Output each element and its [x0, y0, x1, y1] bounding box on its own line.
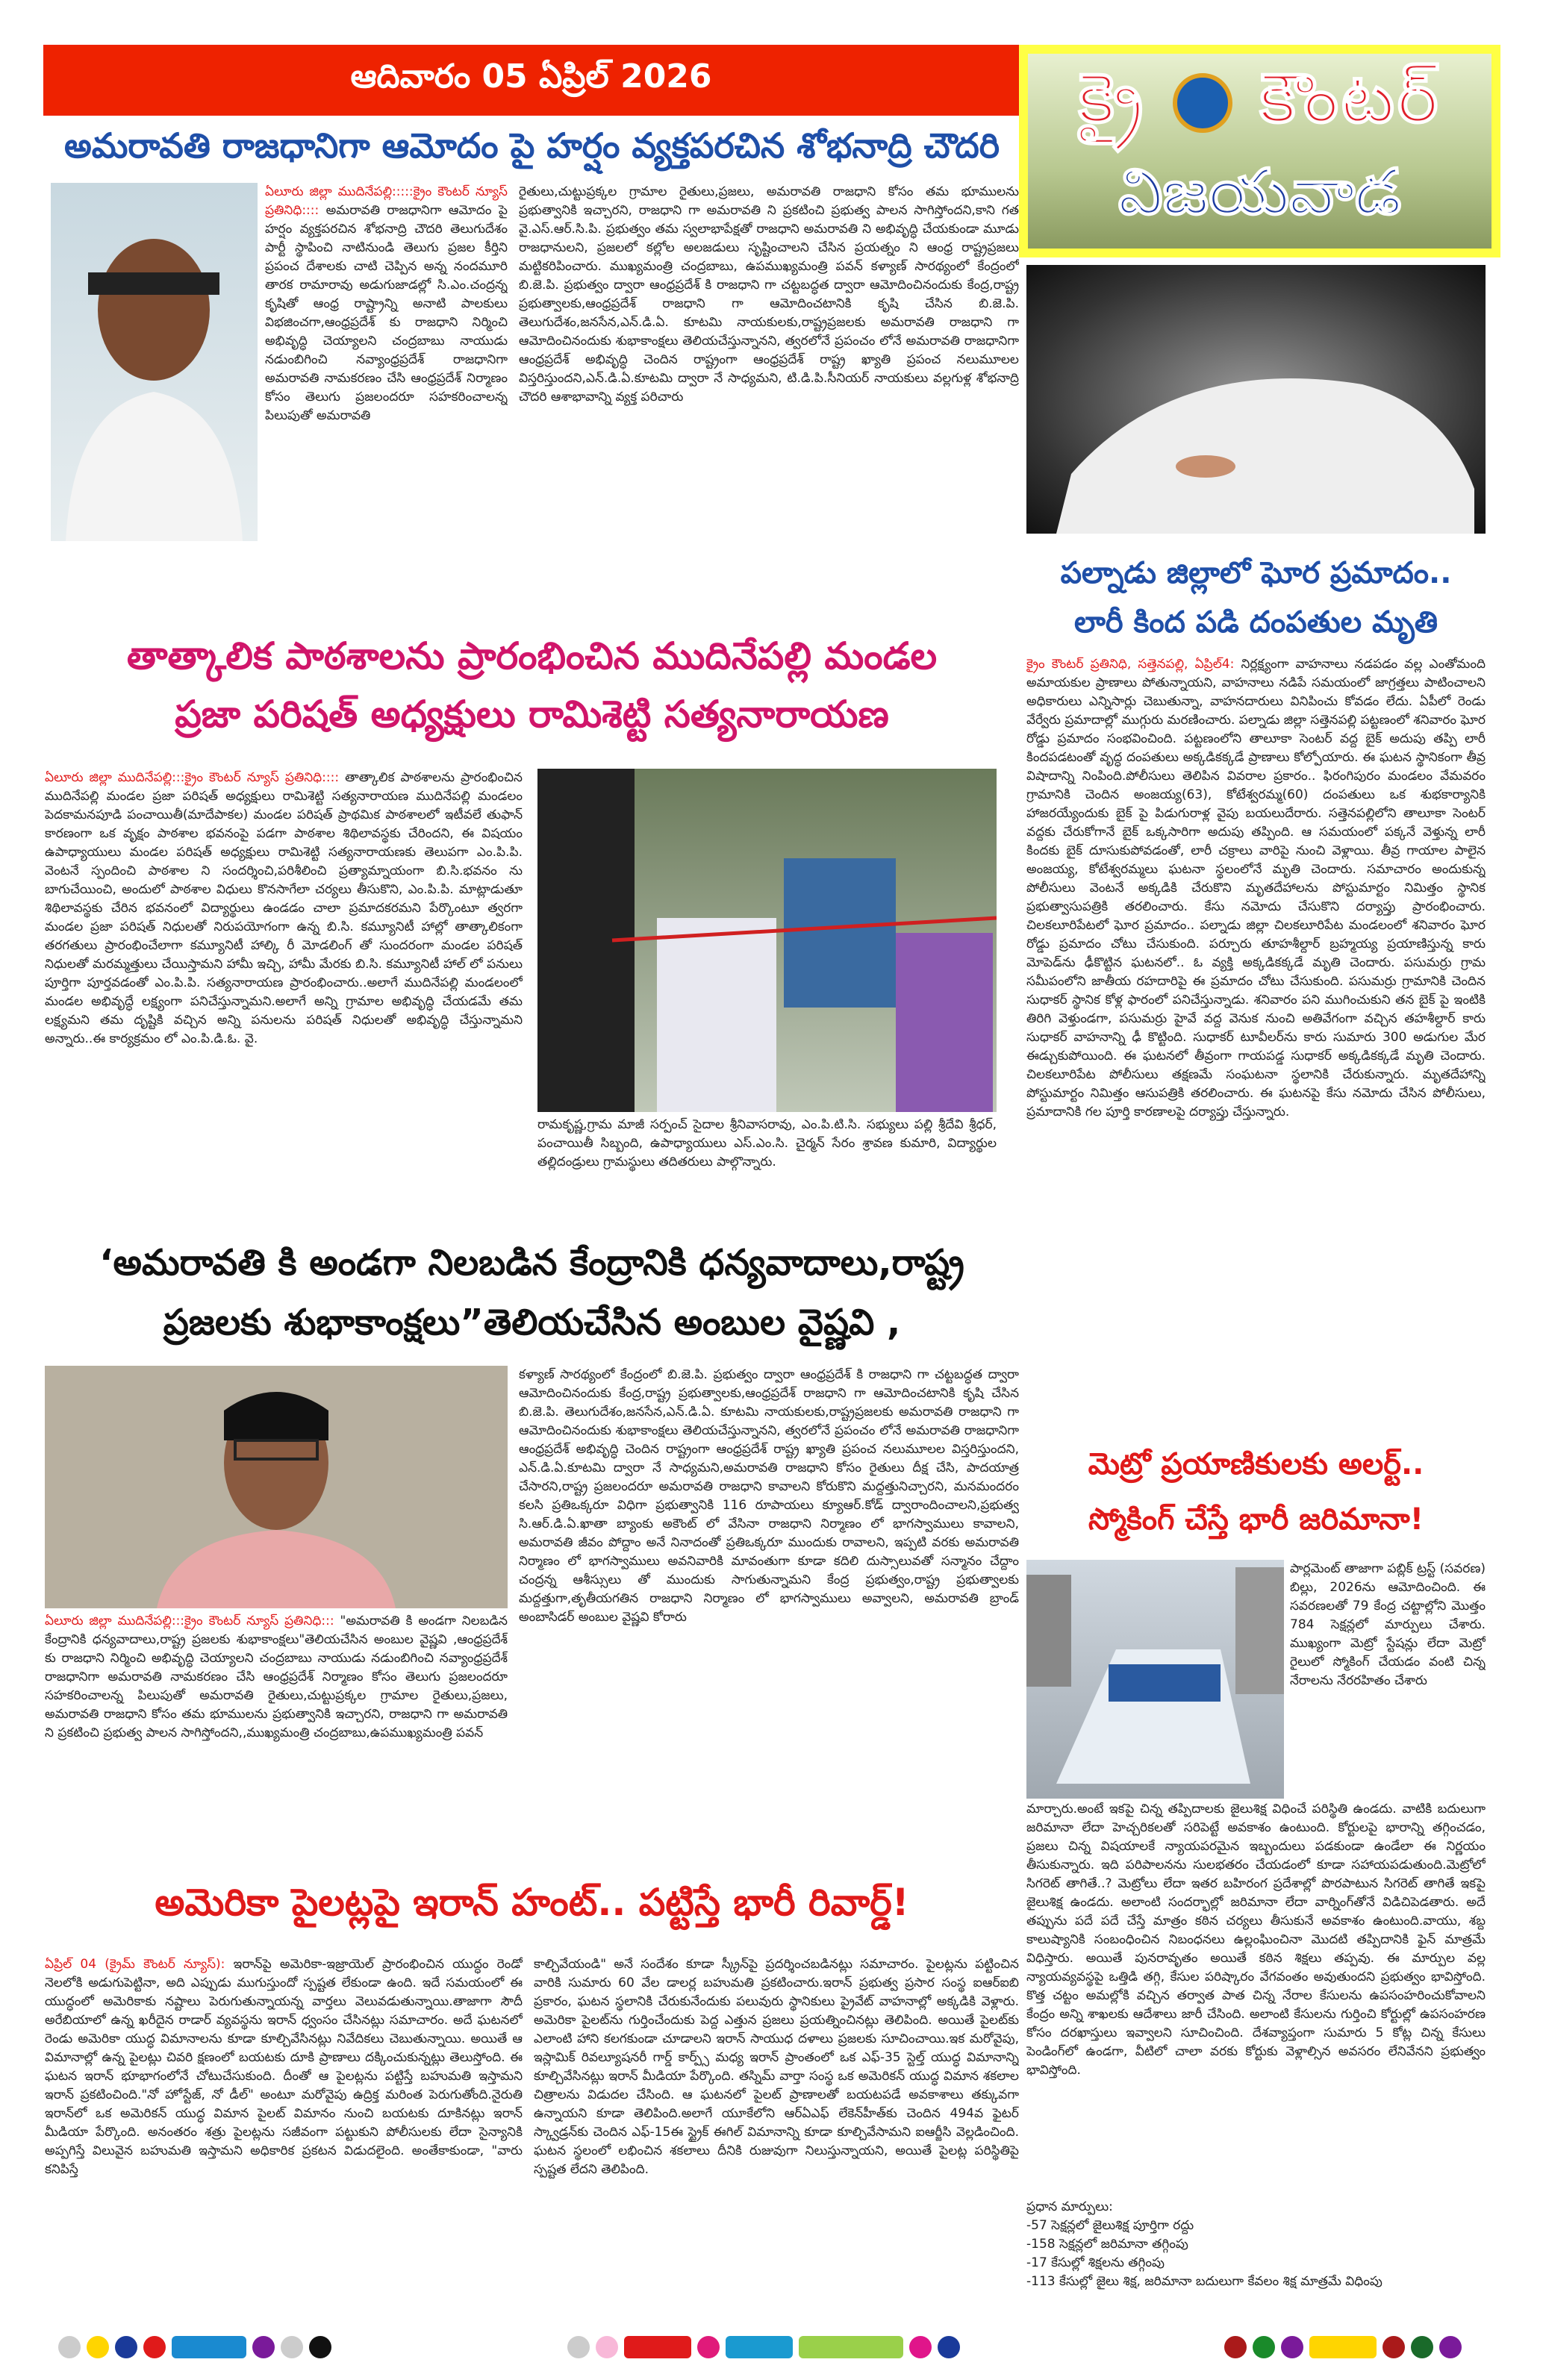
- list-item: -113 కేసుల్లో జైలు శిక్ష, జరిమానా బదులుగా కేవలం శిక్ష మాత్రమే విధింపు: [1026, 2274, 1383, 2289]
- date-bar: ఆదివారం 05 ఏప్రిల్ 2026: [43, 45, 1019, 116]
- logo-city: విజయవాడ: [1117, 155, 1402, 228]
- logo-text-2: కౌంటర్: [1259, 58, 1441, 138]
- article2-headline: తాత్కాలిక పాఠశాలను ప్రారంభించిన ముదినేపల్లి మండల ప్రజా పరిషత్ అధ్యక్షులు రామిశెట్టి సత్యనారాయణ: [126, 634, 938, 736]
- article1-headline: అమరావతి రాజధానిగా ఆమోదం పై హర్షం వ్యక్తపరచిన శోభనాద్రి చౌదరి: [63, 125, 1000, 166]
- article1-col1: ఏలూరు జిల్లా ముదినేపల్లి:::::క్రైం కౌంటర్ న్యూస్ ప్రతినిధి:::: అమరావతి రాజధానిగా ఆమోదం పై హర్షం వ్యక్తపరచిన శోభనాద్రి చౌదరి తెలుగుదేశం పార్టీ స్థాపించి నాటినుండి తెలుగు ప్రజల కీర్తిని ప్రపంచ దేశాలకు చాటి చెప్పిన అన్న నందమూరి తారక రామారావు అడుగుజాడల్లో సి.ఎం.చంద్రన్న కృషితో ఆంధ్ర రాష్ట్రాన్ని అనాటి పాలకులు విభజించగా,ఆంధ్రప్రదేశ్ కు రాజధాని నిర్మించి అభివృద్ధి చెయ్యాలని చంద్రబాబు నాయుడు నడుంబిగించి నవ్యాంధ్రప్రదేశ్ రాజధానిగా అమరావతి నామకరణం చేసి ఆంధ్రప్రదేశ్ నిర్మాణం కోసం తెలుగు ప్రజలందరూ సహకరించాలన్న పిలుపుతో అమరావతి: [265, 184, 508, 423]
- article4-col2: కాల్చివేయండి" అనే సందేశం కూడా స్క్రీన్‌పై ప్రదర్శించబడినట్లు సమాచారం. పైలట్లను పట్టించిన వారికి సుమారు 60 వేల డాలర్ల బహుమతి ప్రకటించారు.ఇరాన్ ప్రభుత్వ ప్రసార సంస్థ ఐఆర్ఐబి ప్రకారం, ఘటన స్థలానికి చేరుకునేందుకు పలువురు స్థానికులు ప్రైవేట్ వాహనాల్లో అక్కడికి వెళ్లారు. అమెరికా పైలట్‌ను గుర్తించేందుకు పెద్ద ఎత్తున ప్రజలు ప్రయత్నించినట్లు తెలిపింది. అయితే పైలట్‌కు ఎలాంటి హాని కలగకుండా చూడాలని ఇరాన్ సాయుధ దళాలు ప్రజలకు సూచించాయి.ఇక మరోవైపు, ఇస్లామిక్ రివల్యూషనరీ గార్డ్ కార్ప్స్ మధ్య ఇరాన్ ప్రాంతంలో ఒక ఎఫ్-35 స్టెల్త్ యుద్ధ విమానాన్ని కూల్చివేసినట్లు ఇరాన్ మీడియా పేర్కొంది. తస్నిమ్ వార్తా సంస్థ ఒక అమెరికన్ యుద్ధ విమాన శకలాల చిత్రాలను విడుదల చేసింది. ఆ ఘటనలో పైలట్ ప్రాణాలతో బయటపడే అవకాశాలు తక్కువగా ఉన్నాయని కూడా తెలిపింది.అలాగే యూకేలోని ఆర్ఏఎఫ్ లేకెన్‌హీత్‌కు చెందిన 494వ ఫైటర్ స్క్వాడ్రన్‌కు చెందిన ఎఫ్-15ఈ స్ట్రైక్ ఈగిల్ విమానాన్ని కూడా కూల్చివేసామని ఐఆర్జీసి వెల్లడించింది. ఘటన స్థలంలో లభించిన శకలాలు దీనికి రుజువుగా నిలుస్తున్నాయని, అయితే పైలట్ల పరిస్థితిపై స్పష్టత లేదని తెలిపింది.: [534, 1957, 1019, 2177]
- metro-body: మార్చారు.అంటే ఇకపై చిన్న తప్పిదాలకు జైలుశిక్ష విధించే పరిస్థితి ఉండదు. వాటికి బదులుగా జరిమానా లేదా హెచ్చరికలతో సరిపెట్టే అవకాశం ఉంటుంది. కోర్టులపై భారాన్ని తగ్గించడం, ప్రజలు చిన్న విషయాలకే న్యాయపరమైన ఇబ్బందులు పడకుండా ఉండేలా ఈ నిర్ణయం తీసుకున్నారు. ఇది పరిపాలనను సులభతరం చేయడంలో కూడా సహాయపడుతుంది.మెట్రోలో సిగరెట్ తాగితే..? మెట్రోలు లేదా ఇతర బహిరంగ ప్రదేశాల్లో పొరపాటున సిగరెట్ తాగితే ఇకపై జైలుశిక్ష ఉండదు. అలాంటి సందర్భాల్లో జరిమానా లేదా వార్నింగ్‌తోనే విడిచిపెడతారు. అదే తప్పును పదే పదే చేస్తే మాత్రం కఠిన చర్యలు తీసుకునే అవకాశం ఉంటుంది.వాయు, శబ్ద కాలుష్యానికి సంబంధించిన నిబంధనలు ఉల్లంఘించినా మొదటి తప్పిదానికి ఫైన్ మాత్రమే విధిస్తారు. అయితే పునరావృతం అయితే కఠిన శిక్షలు తప్పవు. ఈ మార్పుల వల్ల న్యాయవ్యవస్థపై ఒత్తిడి తగ్గి, కేసుల పరిష్కారం వేగవంతం అవుతుందని ప్రభుత్వం భావిస్తోంది. కొత్త చట్టం అమల్లోకి వచ్చిన తర్వాత పాత చిన్న నేరాల కేసులను ఉపసంహరించుకోవాలని కేంద్రం అన్ని శాఖలకు ఆదేశాలు జారీ చేసింది. అలాంటి కేసులను గుర్తించి కోర్టుల్లో ఉపసంహరణ కోసం దరఖాస్తులు ఇవ్వాలని సూచించింది. దేశవ్యాప్తంగా సుమారు 5 కోట్ల చిన్న కేసులు పెండింగ్‌లో ఉండగా, వీటిలో చాలా వరకు కోర్టుకు వెళ్లాల్సిన అవసరం లేనివేనని ప్రభుత్వం భావిస్తోంది.: [1026, 1802, 1486, 2078]
- metro-headline: మెట్రో ప్రయాణికులకు అలర్ట్.. స్మోకింగ్ చేస్తే భారీ జరిమానా!: [1088, 1447, 1424, 1537]
- article3-photo: [45, 1366, 508, 1608]
- article4-col1: ఏప్రిల్ 04 (క్రైమ్ కౌంటర్ న్యూస్): ఇరాన్‌పై అమెరికా-ఇజ్రాయెల్ ప్రారంభించిన యుద్ధం రెండో నెలలోకి అడుగుపెట్టినా, అది ఎప్పుడు ముగుస్తుందో స్పష్టత లేకుండా ఉంది. ఇదే సమయంలో ఈ యుద్ధంలో అమెరికాకు నష్టాలు పెరుగుతున్నాయన్న వార్తలు వెలువడుతున్నాయి.తాజాగా సౌదీ అరేబియాలో ఉన్న ఖరీదైన రాడార్ వ్యవస్థను ఇరాన్ ధ్వంసం చేసినట్లు సమాచారం. అదే ఘటనలో రెండు అమెరికా యుద్ధ విమానాలను కూడా కూల్చివేసినట్లు నివేదికలు చెబుతున్నాయి. అయితే ఆ విమానాల్లో ఉన్న పైలట్లు చివరి క్షణంలో బయటకు దూకి ప్రాణాలు దక్కించుకున్నట్లు తెలుస్తోంది. ఈ ఘటన ఇరాన్ భూభాగంలోనే చోటుచేసుకుంది. దీంతో ఆ పైలట్లను పట్టిస్తే బహుమతి ఇస్తామని ఇరాన్ ప్రకటించింది."నో హోస్టేజ్, నో డీల్" అంటూ మరోవైపు ఉద్రిక్త మరింత పెరుగుతోంది.నైరుతి ఇరాన్‌లో ఒక అమెరికన్ యుద్ధ విమాన పైలట్ విమానం నుంచి బయటకు దూకినట్లు ఇరాన్ మీడియా పేర్కొంది. అనంతరం శత్రు పైలట్లను సజీవంగా పట్టుకుని పోలీసులకు లేదా సైన్యానికి అప్పగిస్తే విలువైన బహుమతి ఇస్తామని అధికారిక ప్రకటన విడుదలైంది. అంతేకాకుండా, "వారు కనిపిస్తే: [45, 1957, 523, 2177]
- article2-body: ఏలూరు జిల్లా ముదినేపల్లి:::క్రైం కౌంటర్ న్యూస్ ప్రతినిధి:::: తాత్కాలిక పాఠశాలను ప్రారంభించిన ముదినేపల్లి మండల ప్రజా పరిషత్ అధ్యక్షులు రామిశెట్టి సత్యనారాయణ ముదినేపల్లి మండలం పెదకామనపూడి పంచాయితీ(మాదేపాకల) మండల పరిషత్ ప్రాథమిక పాఠశాలలో ఇటీవలే తుఫాన్ కారణంగా ఒక వృక్షం పాఠశాల భవనంపై పడగా పాఠశాల శిథిలావస్థకు చేరిందని, ఈ విషయం ఉపాధ్యాయులు మండల పరిషత్ అధ్యక్షులు రామిశెట్టి సత్యనారాయణకు తెలుపగా ఎం.పి.పి. వెంటనే స్పందించి పాఠశాల ని సందర్శించి,పరిశీలించి ప్రత్యామ్నాయంగా బి.సి.భవనం ను బాగుచేయించి, అందులో పాఠశాల విధులు కొనసాగేలా చర్యలు తీసుకొని, ఎం.పి.పి. మాట్లాడుతూ శిథిలావస్థకు చేరిన భవనంలో విద్యార్థులు ఉండడం చాలా ప్రమాదకరమని పేర్కొంటూ త్వరగా మండల ప్రజా పరిషత్ నిధులతో నిరుపయోగంగా ఉన్న బి.సి. కమ్యూనిటీ హాల్లో తాత్కాలికంగా తరగతులు ప్రారంభించేలాగా కమ్యూనిటీ హాల్కి రీ మోడలింగ్ తో సుందరంగా మండల పరిషత్ నిధులతో మరమ్మత్తులు చేయిస్తామని హామీ ఇచ్చి, హామీ మేరకు బి.సి. కమ్యూనిటీ హాల్ లో పనులు పూర్తిగా పూర్తవడంతో ఎం.పి.పి. సత్యనారాయణ ప్రారంభించారు..అలాగే ముదినేపల్లి మండలంలో మండల అభివృద్ధే లక్ష్యంగా పనిచేస్తున్నామని.అలాగే అన్ని గ్రామాల అభివృద్ధి చేయడమే తమ లక్ష్యమని తమ దృష్టికి వచ్చిన అన్ని పనులను పరిషత్ నిధులతో అభివృద్ధి చేస్తున్నామని అన్నారు..ఈ కార్యక్రమం లో ఎం.పి.డి.ఓ. వై.: [45, 770, 523, 1046]
- logo-text-1: క్రై: [1078, 58, 1147, 138]
- color-marks-left: [58, 2334, 331, 2360]
- crosshair-icon: [1173, 73, 1232, 133]
- article4-headline: అమెరికా పైలట్లపై ఇరాన్ హంట్.. పట్టిస్తే భారీ రివార్డ్!: [155, 1881, 909, 1924]
- list-item: -17 కేసుల్లో శిక్షలను తగ్గింపు: [1026, 2255, 1165, 2270]
- article3-body-right: కళ్యాణ్ సారథ్యంలో కేంద్రంలో బి.జె.పి. ప్రభుత్వం ద్వారా ఆంధ్రప్రదేశ్ కి రాజధాని గా చట్టబద్ధత ద్వారా ఆమోదించినందుకు కేంద్ర,రాష్ట్ర ప్రభుత్వాలకు,ఆంధ్రప్రదేశ్ రాజధాని గా ఆమోదించటానికి కృషి చేసిన బి.జె.పి. తెలుగుదేశం,జనసేన,ఎన్.డి.ఏ. కూటమి నాయకులకు,రాష్ట్రప్రజలకు అమరావతి రాజధాని గా ఆమోదించినందుకు శుభాకాంక్షలు తెలియచేస్తున్నానని, త్వరలోనే ప్రపంచం లోనే అమరావతి రాజధానిగా ఆంధ్రప్రదేశ్ అభివృద్ధి చెందిన రాష్ట్రంగా ఆంధ్రప్రదేశ్ రాష్ట్ర ఖ్యాతి ప్రపంచ నలుమూలల విస్తరిస్తుందని, ఎన్.డి.ఏ.కూటమి ద్వారా నే సాధ్యమని,అమరావతి రాజధాని కోసం రైతులు దీక్ష చేసి, పాదయాత్ర చేసారని,రాష్ట్ర ప్రజలందరూ అమరావతి రాజధాని కావాలని కోరుకొని మద్దత్తునిచ్చారని, మనమందరం కలసి ప్రతిఒక్కరూ విధిగా ప్రభుత్వానికి 116 రూపాయలు క్యూఆర్.కోడ్ ద్వారాందించాలని,ప్రభుత్వ సి.ఆర్.డి.ఏ.ఖాతా బ్యాంకు అకౌంట్ లో వేసినా రాజధాని నిర్మాణం లో భాగస్వాములు కావాలని, అమరావతి జీవం పోద్దాం అనే నినాదంతో ప్రతిఒక్కరూ ముందుకు రావాలని, ఇప్పటి వరకు అమరావతి నిర్మాణం లో భాగస్వాములు అవనివారికి మావంతుగా కూడా కదిలి దుస్సాలువతో సన్మానం చేద్దాం చంద్రన్న ఆశీస్సులు తో ముందుకు సాగుతున్నామని కేంద్ర ప్రభుత్వం,రాష్ట్ర ప్రభుత్వాలకు మద్దత్తుగా,తృతీయగతిన రాజధాని నిర్మాణం లో భాగస్వాములు అవ్వాలని, అమరావతి బ్రాండ్ అంబాసిడర్ అంబుల వైష్ణవి కోరారు: [519, 1367, 1019, 1625]
- metro-photo: [1026, 1560, 1284, 1799]
- accident-photo: [1026, 265, 1486, 534]
- color-marks-center: [567, 2334, 960, 2360]
- article3-body-left: ఏలూరు జిల్లా ముదినేపల్లి:::క్రైం కౌంటర్ న్యూస్ ప్రతినిధి::: "అమరావతి కి అండగా నిలబడిన కేంద్రానికి ధన్యవాదాలు,రాష్ట్ర ప్రజలకు శుభాకాంక్షలు"తెలియచేసిన అంబుల వైష్ణవి ,ఆంధ్రప్రదేశ్ కు రాజధాని నిర్మించి అభివృద్ధి చెయ్యాలని చంద్రబాబు నాయుడు నడుంబిగించి నవ్యాంధ్రప్రదేశ్ రాజధానిగా అమరావతి నామకరణం చేసి ఆంధ్రప్రదేశ్ నిర్మాణం కోసం తెలుగు ప్రజలందరూ సహకరించాలన్న పిలుపుతో అమరావతి రైతులు,చుట్టుప్రక్కల గ్రామాల రైతులు,ప్రజలు, అమరావతి రాజధాని కోసం తమ భూములను ప్రభుత్వానికి ఇచ్చారని, రాజధాని గా అమరావతి ని ప్రకటించి ప్రభుత్వ పాలన సాగిస్తోందని,,ముఖ్యమంత్రి చంద్రబాబు,ఉపముఖ్యమంత్రి పవన్: [45, 1614, 508, 1740]
- list-item: -158 సెక్షన్లలో జరిమానా తగ్గింపు: [1026, 2237, 1188, 2252]
- article3-headline: ‘అమరావతి కి అండగా నిలబడిన కేంద్రానికి ధన్యవాదాలు,రాష్ట్ర ప్రజలకు శుభాకాంక్షలు”తెలియచేసిన అంబుల వైష్ణవి ,: [99, 1242, 964, 1343]
- article1-photo: [51, 183, 258, 541]
- accident-body: క్రైం కౌంటర్ ప్రతినిధి, సత్తెనపల్లి, ఏప్రిల్4: నిర్లక్ష్యంగా వాహనాలు నడపడం వల్ల ఎంతోమంది అమాయకుల ప్రాణాలు పోతున్నాయని, వాహనాలు నడిపే సమయంలో జాగ్రత్తలు పాటించాలని అధికారులు ఎన్నిసార్లు చెబుతున్నా, వాహనదారులు వినిపించు కోవడం లేదు. ఏపీలో రెండు వేర్వేరు ప్రమాదాల్లో ముగ్గురు మరణించారు. పల్నాడు జిల్లా సత్తెనపల్లి పట్టణంలో శనివారం ఘోర రోడ్డు ప్రమాదం సంభవించింది. పట్టణంలోని తాలూకా సెంటర్ వద్ద బైక్ అదుపు తప్పి లారీ కిందపడటంతో వృద్ధ దంపతులు అక్కడికక్కడే ప్రాణాలు కోల్పోయారు. ఈ ఘటన స్థానికంగా తీవ్ర విషాదాన్ని నింపింది.పోలీసులు తెలిపిన వివరాల ప్రకారం.. ఫిరంగిపురం మండలం వేమవరం గ్రామానికి చెందిన అంజయ్య(63), కోటేశ్వరమ్మ(60) దంపతులు ఒక శుభకార్యానికి హాజరయ్యేందుకు బైక్ పై పిడుగురాళ్ల వైపు బయలుదేరారు. సత్తెనపల్లిలోని తాలూకా సెంటర్ వద్దకు చేరుకోగానే బైక్ ఒక్కసారిగా అదుపు తప్పింది. ఆ సమయంలో పక్కనే వెళ్తున్న లారీ కిందకు బైక్ దూసుకుపోవడంతో, లారీ చక్రాలు వారిపై నుంచి వెళ్లాయి. తీవ్ర గాయాల పాలైన అంజయ్య, కోటేశ్వరమ్మలు ఘటనా స్థలంలోనే మృతి చెందారు. సమాచారం అందుకున్న పోలీసులు వెంటనే అక్కడికి చేరుకొని మృతదేహాలను పోస్టుమార్టం నిమిత్తం స్థానిక ప్రభుత్వాసుపత్రికి తరలించారు. కేసు నమోదు చేసుకొని దర్యాప్తు ప్రారంభించారు. చిలకలూరిపేటలో ఘోర ప్రమాదం.. పల్నాడు జిల్లా చిలకలూరిపేట మండలంలో శనివారం ఘోర రోడ్డు ప్రమాదం చోటు చేసుకుంది. పర్చూరు తూహశీల్దార్ బ్రహ్మయ్య ప్రయాణిస్తున్న కారు మోపెడ్‌ను ఢీకొట్టిన ఘటనలో.. ఓ వ్యక్తి అక్కడికక్కడే మృతి చెందారు. పసుమర్రు గ్రామ సమీపంలోని జాతీయ రహదారిపై ఈ ప్రమాదం చోటు చేసుకుంది. పసుమర్రు గ్రామానికి చెందిన సుధాకర్ స్థానిక కోళ్ల ఫారంలో పనిచేస్తున్నాడు. శనివారం పని ముగించుకుని తన బైక్ పై ఇంటికి తిరిగి వెళ్తుండగా, పసుమర్రు హైవే వద్ద వెనుక నుంచి అతివేగంగా వచ్చిన తహశీల్దార్ కారు సుధాకర్ వాహనాన్ని ఢీ కొట్టింది. సుధాకర్ టూవీలర్‌ను కారు సుమారు 300 అడుగుల మేర ఈడ్చుకుపోయింది. ఈ ఘటనలో తీవ్రంగా గాయపడ్డ సుధాకర్ అక్కడికక్కడే మృతి చెందారు. చిలకలూరిపేట పోలీసులు తక్షణమే సంఘటనా స్థలానికి చేరుకున్నారు. మృతదేహాన్ని పోస్టుమార్టం నిమిత్తం ఆసుపత్రికి తరలించారు. ఈ ఘటనపై కేసు నమోదు చేసిన పోలీసులు, ప్రమాదానికి గల పూర్తి కారణాలపై దర్యాప్తు చేస్తున్నారు.: [1026, 657, 1486, 1119]
- article1-col2: రైతులు,చుట్టుప్రక్కల గ్రామాల రైతులు,ప్రజలు, అమరావతి రాజధాని కోసం తమ భూములను ప్రభుత్వానికి ఇచ్చారని, రాజధాని గా అమరావతి ని ప్రకటించి ప్రభుత్వ పాలన సాగిస్తోందని,కాని గత వై.ఎస్.ఆర్.సి.పి. ప్రభుత్వం తమ స్వలాభాపేక్షతో రాజధాని అమరావతి ని అభివృద్ధి చేయకుండా మూడు రాజధానులని, ప్రజలలో కల్లోల అలజడులు సృష్టించాలని చేసిన ప్రయత్నం ని ఆంధ్ర రాష్ట్రప్రజలు మట్టికరిపించారు. ముఖ్యమంత్రి చంద్రబాబు, ఉపముఖ్యమంత్రి పవన్ కళ్యాణ్ సారథ్యంలో కేంద్రంలో బి.జె.పి. ప్రభుత్వం ద్వారా ఆంధ్రప్రదేశ్ కి రాజధాని గా చట్టబద్ధత ద్వారా ఆమోదించినందుకు కేంద్ర,రాష్ట్ర ప్రభుత్వాలకు,ఆంధ్రప్రదేశ్ రాజధాని గా ఆమోదించటానికి కృషి చేసిన బి.జె.పి. తెలుగుదేశం,జనసేన,ఎన్.డి.ఏ. కూటమి నాయకులకు,రాష్ట్రప్రజలకు అమరావతి రాజధాని గా ఆమోదించినందుకు శుభాకాంక్షలు తెలియచేస్తున్నానని, త్వరలోనే ప్రపంచం లోనే అమరావతి రాజధానిగా ఆంధ్రప్రదేశ్ అభివృద్ధి చెందిన రాష్ట్రంగా ఆంధ్రప్రదేశ్ రాష్ట్ర ఖ్యాతి ప్రపంచ నలుమూలల విస్తరిస్తుందని,ఎన్.డి.ఏ.కూటమి ద్వారా నే సాధ్యమని, టి.డి.పి.సీనియర్ నాయకులు వల్లగుళ్ల శోభనాద్రి చౌదరి ఆశాభావాన్ని వ్యక్త పరిచారు: [519, 184, 1019, 405]
- list-item: -57 సెక్షన్లలో జైలుశిక్ష పూర్తిగా రద్దు: [1026, 2218, 1194, 2233]
- color-marks-right: [1224, 2334, 1462, 2360]
- masthead-logo: [1019, 45, 1500, 257]
- metro-body-side: పార్లమెంట్ తాజాగా పబ్లిక్ ట్రస్ట్ (సవరణ) బిల్లు, 2026ను ఆమోదించింది. ఈ సవరణలతో 79 కేంద్ర చట్టాల్లోని మొత్తం 784 సెక్షన్లలో మార్పులు చేశారు. ముఖ్యంగా మెట్రో స్టేషన్లు లేదా మెట్రో రైలులో స్మోకింగ్ చేయడం వంటి చిన్న నేరాలను నేరరహితం చేశారు: [1290, 1561, 1486, 1688]
- article2-photo: [537, 769, 997, 1112]
- accident-headline: పల్నాడు జిల్లాలో ఘోర ప్రమాదం.. లారీ కింద పడి దంపతుల మృతి: [1060, 556, 1452, 640]
- metro-changes-list: ప్రధాన మార్పులు: -57 సెక్షన్లలో జైలుశిక్ష పూర్తిగా రద్దు -158 సెక్షన్లలో జరిమానా తగ్గింపు -17 కేసుల్లో శిక్షలను తగ్గింపు -113 కేసుల్లో జైలు శిక్ష, జరిమానా బదులుగా కేవలం శిక్ష మాత్రమే విధింపు: [1026, 2198, 1486, 2317]
- article2-caption: రామకృష్ణ,గ్రామ మాజీ సర్పంచ్ సైదాల శ్రీనివాసరావు, ఎం.పి.టి.సి. సభ్యులు పల్లి శ్రీదేవి శ్రీధర్, పంచాయితీ సిబ్బంది, ఉపాధ్యాయులు ఎస్.ఎం.సి. చైర్మన్ సేరం శ్రావణ కుమారి, విద్యార్థుల తల్లిదండ్రులు గ్రామస్థులు తదితరులు పాల్గొన్నారు.: [537, 1117, 997, 1169]
